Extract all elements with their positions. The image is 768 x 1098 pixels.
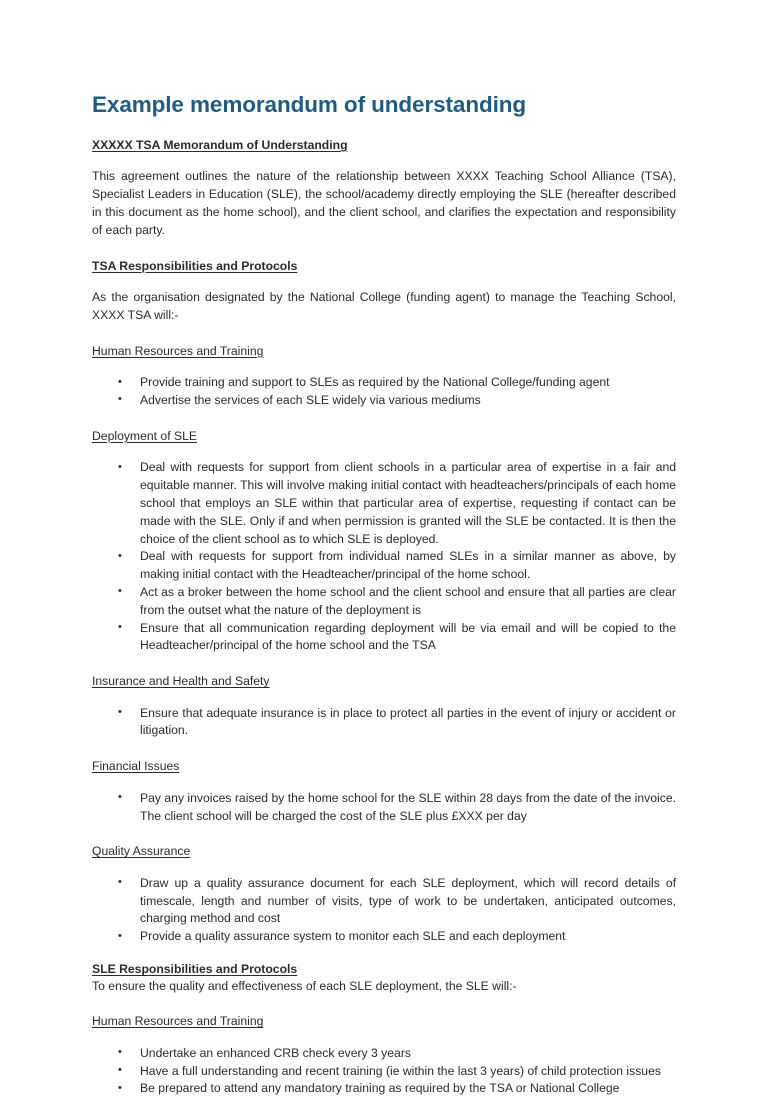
list-item: • Draw up a quality assurance document for each SLE deployment, which will record details of timescale, length and number of visits, type of work to be undertaken, anticipated outcomes, charging method and cost: [92, 875, 676, 928]
sle-hr-training-list: [92, 1045, 676, 1098]
sle-hr-training-heading: Human Resources and Training: [92, 1014, 264, 1029]
list-item: • Act as a broker between the home school and the client school and ensure that all parties are clear from the outset what the nature of the deployment is: [92, 584, 676, 620]
page-title: Example memorandum of understanding: [92, 92, 527, 117]
tsa-insurance-list: [92, 705, 676, 741]
list-item: • Deal with requests for support from individual named SLEs in a similar manner as above, by making initial contact with the Headteacher/principal of the home school.: [92, 548, 676, 584]
list-item: • Ensure that all communication regarding deployment will be via email and will be copied to the Headteacher/principal of the home school and the TSA: [92, 620, 676, 656]
list-item: • Undertake an enhanced CRB check every 3 years: [92, 1045, 676, 1063]
document-subtitle: XXXXX TSA Memorandum of Understanding: [92, 137, 348, 152]
list-item: • Provide a quality assurance system to monitor each SLE and each deployment: [92, 928, 676, 946]
list-item: • Pay any invoices raised by the home school for the SLE within 28 days from the date of the invoice. The client school will be charged the cost of the SLE plus £XXX per day: [92, 790, 676, 826]
tsa-deployment-heading: Deployment of SLE: [92, 428, 198, 443]
tsa-deployment-list: [92, 459, 676, 655]
sle-intro-paragraph: To ensure the quality and effectiveness of each SLE deployment, the SLE will:-: [92, 978, 517, 993]
tsa-hr-training-list: [92, 374, 676, 410]
sle-responsibilities-heading: SLE Responsibilities and Protocols: [92, 962, 298, 977]
tsa-quality-assurance-list: [92, 875, 676, 946]
list-item: • Ensure that adequate insurance is in place to protect all parties in the event of injury or accident or litigation.: [92, 705, 676, 741]
list-item: • Provide training and support to SLEs as required by the National College/funding agent: [92, 374, 676, 392]
list-item: • Have a full understanding and recent training (ie within the last 3 years) of child protection issues: [92, 1063, 676, 1081]
tsa-insurance-heading: Insurance and Health and Safety: [92, 674, 270, 689]
list-item: • Advertise the services of each SLE widely via various mediums: [92, 392, 676, 410]
tsa-intro-paragraph: As the organisation designated by the National College (funding agent) to manage the Teaching School, XXXX TSA will:-: [92, 290, 676, 322]
tsa-financial-list: [92, 790, 676, 826]
tsa-responsibilities-heading: TSA Responsibilities and Protocols: [92, 258, 298, 273]
tsa-hr-training-heading: Human Resources and Training: [92, 343, 264, 358]
intro-paragraph: This agreement outlines the nature of the relationship between XXXX Teaching School Alliance (TSA), Specialist Leaders in Education (SLE), the school/academy directly employing the SLE (hereafter described in this document as the home school), and the client school, and clarifies the expectation and responsibility of each party.: [92, 169, 676, 237]
list-item: • Be prepared to attend any mandatory training as required by the TSA or National College: [92, 1080, 676, 1098]
subtitle-heading-block: [92, 137, 676, 153]
tsa-quality-assurance-heading: Quality Assurance: [92, 844, 191, 859]
tsa-financial-heading: Financial Issues: [92, 759, 180, 774]
list-item: • Deal with requests for support from client schools in a particular area of expertise in a fair and equitable manner. This will involve making initial contact with headteachers/principals of each home school that employs an SLE within that particular area of expertise, requesting if contact can be made with the SLE. Only if and when permission is granted will the SLE be contacted. It is then the choice of the client school as to which SLE is deployed.: [92, 459, 676, 548]
